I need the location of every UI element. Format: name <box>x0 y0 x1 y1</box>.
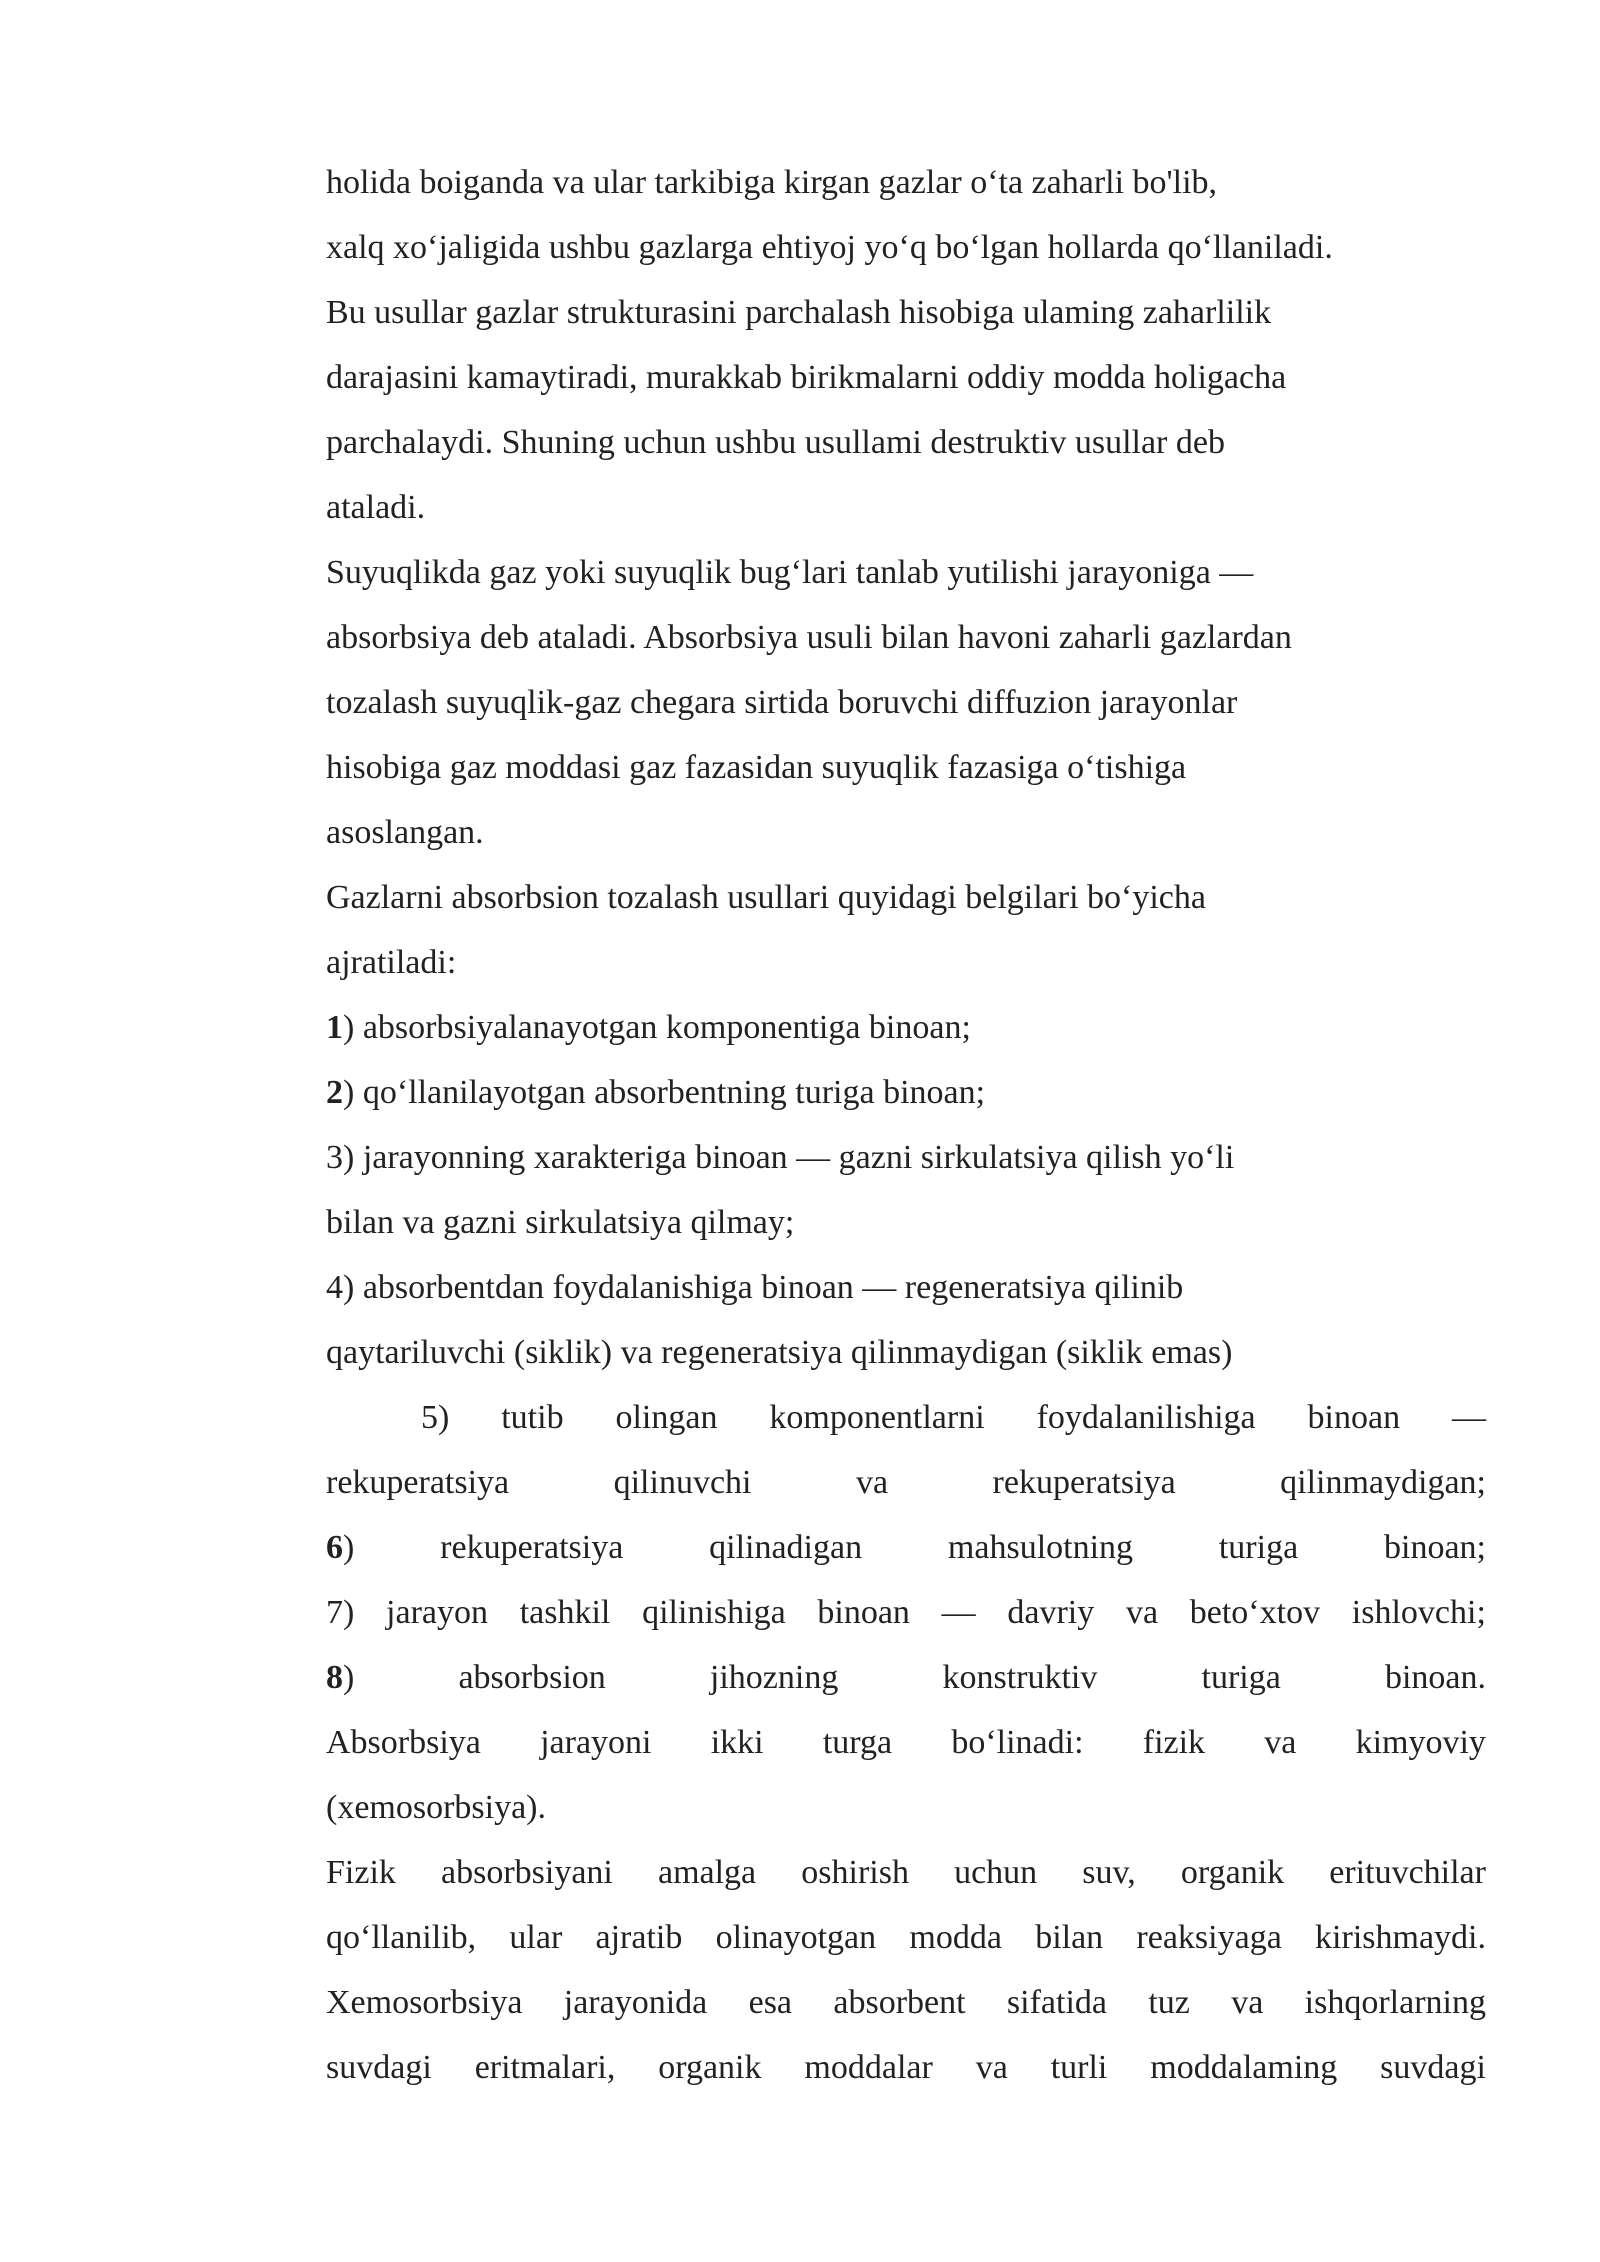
word-part: ) <box>343 1659 355 1696</box>
word: jihozning <box>709 1659 839 1696</box>
word: ular <box>509 1919 563 1956</box>
word: qilinishiga <box>642 1594 786 1631</box>
word: Absorbsiya <box>326 1724 481 1761</box>
word: moddalar <box>804 2049 933 2086</box>
word: turga <box>822 1724 893 1761</box>
word: Fizik <box>326 1854 396 1891</box>
list-item-3-cont: bilan va gazni sirkulatsiya qilmay; <box>326 1204 795 1241</box>
list-item-4-cont: qaytariluvchi (siklik) va regeneratsiya qilinmaydigan (siklik emas) <box>326 1334 1233 1371</box>
word: ikki <box>710 1724 764 1761</box>
word: bilan <box>1035 1919 1104 1956</box>
word: amalga <box>657 1854 757 1891</box>
word: suvdagi <box>1380 2049 1486 2086</box>
word: kimyoviy <box>1355 1724 1486 1761</box>
list-text: ) absorbsiyalanayotgan komponentiga binoan; <box>343 1009 971 1046</box>
word: rekuperatsiya <box>992 1464 1176 1501</box>
document-page <box>326 150 1486 2100</box>
word: olingan <box>615 1399 718 1436</box>
word: ishqorlarning <box>1304 1984 1486 2021</box>
paragraph-line <box>326 1970 1486 2035</box>
word: konstruktiv <box>942 1659 1098 1696</box>
word: va <box>855 1464 889 1501</box>
word: tashkil <box>519 1594 611 1631</box>
word: binoan. <box>1384 1659 1486 1696</box>
word: va <box>1125 1594 1159 1631</box>
word: rekuperatsiya <box>326 1464 510 1501</box>
word: organik <box>658 2049 762 2086</box>
list-item-5 <box>326 1385 1486 1450</box>
text-line: xalq xo‘jaligida ushbu gazlarga ehtiyoj yo‘q bo‘lgan hollarda qo‘llaniladi. <box>326 229 1333 266</box>
word: va <box>1231 1984 1264 2021</box>
paragraph-line <box>326 2035 1486 2100</box>
word: erituvchilar <box>1329 1854 1486 1891</box>
word: bo‘linadi: <box>951 1724 1084 1761</box>
word: suv, <box>1082 1854 1136 1891</box>
word: mahsulotning <box>947 1529 1134 1566</box>
paragraph-line <box>326 1840 1486 1905</box>
word: turli <box>1050 2049 1108 2086</box>
word: reaksiyaga <box>1136 1919 1282 1956</box>
word: Xemosorbsiya <box>326 1984 523 2021</box>
text-line: asoslangan. <box>326 814 484 851</box>
word: — <box>941 1594 976 1631</box>
word: ishlovchi; <box>1351 1594 1486 1631</box>
word: olinayotgan <box>715 1919 877 1956</box>
word: turiga <box>1201 1659 1281 1696</box>
list-number: 2 <box>326 1074 343 1111</box>
list-item-1 <box>326 995 1486 1060</box>
list-item-3: 3) jarayonning xarakteriga binoan — gazni sirkulatsiya qilish yo‘li <box>326 1139 1235 1176</box>
word <box>326 1515 354 1580</box>
list-number: 8 <box>326 1659 343 1696</box>
text-line: hisobiga gaz moddasi gaz fazasidan suyuqlik fazasiga o‘tishiga <box>326 749 1187 786</box>
text-line: Suyuqlikda gaz yoki suyuqlik bug‘lari tanlab yutilishi jarayoniga — <box>326 554 1254 591</box>
word: foydalanilishiga <box>1036 1399 1256 1436</box>
word: suvdagi <box>326 2049 432 2086</box>
word: qilinadigan <box>709 1529 863 1566</box>
list-number: 6 <box>326 1529 343 1566</box>
word: moddalaming <box>1150 2049 1338 2086</box>
word: absorbsiyani <box>441 1854 613 1891</box>
word: esa <box>748 1984 793 2021</box>
word: beto‘xtov <box>1189 1594 1321 1631</box>
word: organik <box>1180 1854 1285 1891</box>
word: uchun <box>954 1854 1038 1891</box>
word: va <box>1264 1724 1297 1761</box>
list-text: ) qo‘llanilayotgan absorbentning turiga binoan; <box>343 1074 986 1111</box>
word: — <box>1452 1399 1486 1436</box>
list-item-4: 4) absorbentdan foydalanishiga binoan — regeneratsiya qilinib <box>326 1269 1184 1306</box>
word: eritmalari, <box>474 2049 616 2086</box>
word: davriy <box>1007 1594 1095 1631</box>
text-line: tozalash suyuqlik-gaz chegara sirtida boruvchi diffuzion jarayonlar <box>326 684 1238 721</box>
word: tuz <box>1148 1984 1190 2021</box>
word: absorbsion <box>458 1659 606 1696</box>
word: 5) <box>421 1399 450 1436</box>
word: oshirish <box>801 1854 909 1891</box>
word: binoan; <box>1384 1529 1486 1566</box>
word: qilinuvchi <box>613 1464 752 1501</box>
list-item-6 <box>326 1515 1486 1580</box>
word: komponentlarni <box>769 1399 985 1436</box>
word: qo‘llanilib, <box>326 1919 477 1956</box>
list-item-5-cont <box>326 1450 1486 1515</box>
word: binoan <box>1307 1399 1401 1436</box>
word: jarayoni <box>540 1724 652 1761</box>
text-line: absorbsiya deb ataladi. Absorbsiya usuli bilan havoni zaharli gazlardan <box>326 619 1292 656</box>
word: jarayonida <box>563 1984 708 2021</box>
word: fizik <box>1142 1724 1206 1761</box>
word: binoan <box>817 1594 910 1631</box>
word: rekuperatsiya <box>440 1529 624 1566</box>
list-item-7 <box>326 1580 1486 1645</box>
word: 7) <box>326 1594 355 1631</box>
word <box>326 1645 354 1710</box>
word: ajratib <box>595 1919 683 1956</box>
text-line: ataladi. <box>326 489 426 526</box>
paragraph-line <box>326 1905 1486 1970</box>
word-part: ) <box>343 1529 355 1566</box>
absorbsion-types-line <box>326 1710 1486 1775</box>
text-line: Bu usullar gazlar strukturasini parchalash hisobiga ulaming zaharlilik <box>326 294 1272 331</box>
word: turiga <box>1218 1529 1299 1566</box>
word: jarayon <box>386 1594 488 1631</box>
list-item-8 <box>326 1645 1486 1710</box>
text-line: (xemosorbsiya). <box>326 1789 547 1826</box>
word: kirishmaydi. <box>1315 1919 1486 1956</box>
list-number: 1 <box>326 1009 343 1046</box>
text-line: ajratiladi: <box>326 944 457 981</box>
text-line: Gazlarni absorbsion tozalash usullari quyidagi belgilari bo‘yicha <box>326 879 1206 916</box>
word: va <box>975 2049 1008 2086</box>
word: qilinmaydigan; <box>1280 1464 1486 1501</box>
word: modda <box>909 1919 1002 1956</box>
word: sifatida <box>1006 1984 1107 2021</box>
word: absorbent <box>833 1984 966 2021</box>
text-line: darajasini kamaytiradi, murakkab birikmalarni oddiy modda holigacha <box>326 359 1287 396</box>
text-line: parchalaydi. Shuning uchun ushbu usullami destruktiv usullar deb <box>326 424 1225 461</box>
list-item-2 <box>326 1060 1486 1125</box>
text-line: holida boiganda va ular tarkibiga kirgan gazlar o‘ta zaharli bo'lib, <box>326 164 1218 201</box>
word: tutib <box>501 1399 564 1436</box>
